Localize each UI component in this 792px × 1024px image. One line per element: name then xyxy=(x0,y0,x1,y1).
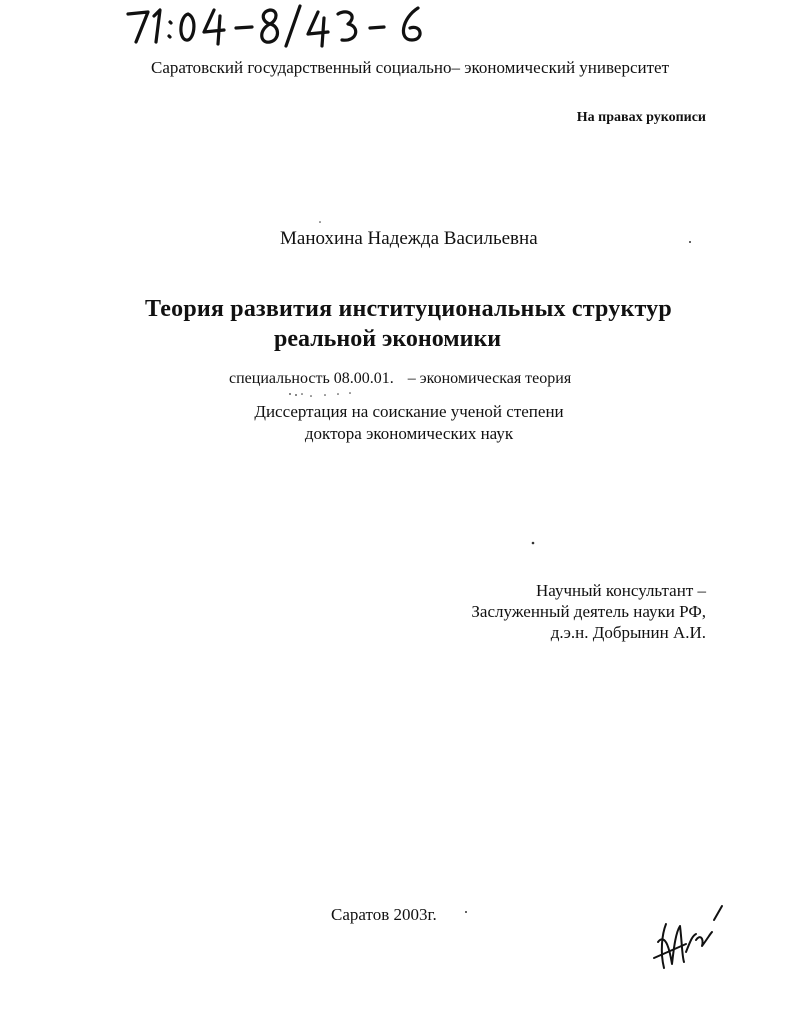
specialty-code: специальность 08.00.01. xyxy=(229,370,394,387)
handwritten-signature xyxy=(652,902,732,974)
dissertation-line-1: Диссертация на соискание ученой степени xyxy=(254,402,564,421)
consultant-line-1: Научный консультант – xyxy=(536,581,706,600)
title-line-2: реальной экономики xyxy=(274,326,502,352)
university-name: Саратовский государственный социально– экономический университет xyxy=(150,58,670,77)
title-line-1: Теория развития институциональных структур xyxy=(145,296,672,322)
dissertation-degree xyxy=(0,401,792,445)
handwritten-catalog-code xyxy=(122,0,452,52)
specialty-name: – экономическая теория xyxy=(407,370,572,387)
consultant-line-3: д.э.н. Добрынин А.И. xyxy=(550,623,706,642)
city-year: Саратов 2003г. xyxy=(331,905,437,924)
author-name: Манохина Надежда Васильевна xyxy=(280,228,538,249)
consultant-line-2: Заслуженный деятель науки РФ, xyxy=(471,602,706,621)
scientific-consultant xyxy=(471,580,706,643)
specialty-line xyxy=(229,370,571,388)
rights-note: На правах рукописи xyxy=(576,110,706,125)
dissertation-line-2: доктора экономических наук xyxy=(304,424,514,443)
